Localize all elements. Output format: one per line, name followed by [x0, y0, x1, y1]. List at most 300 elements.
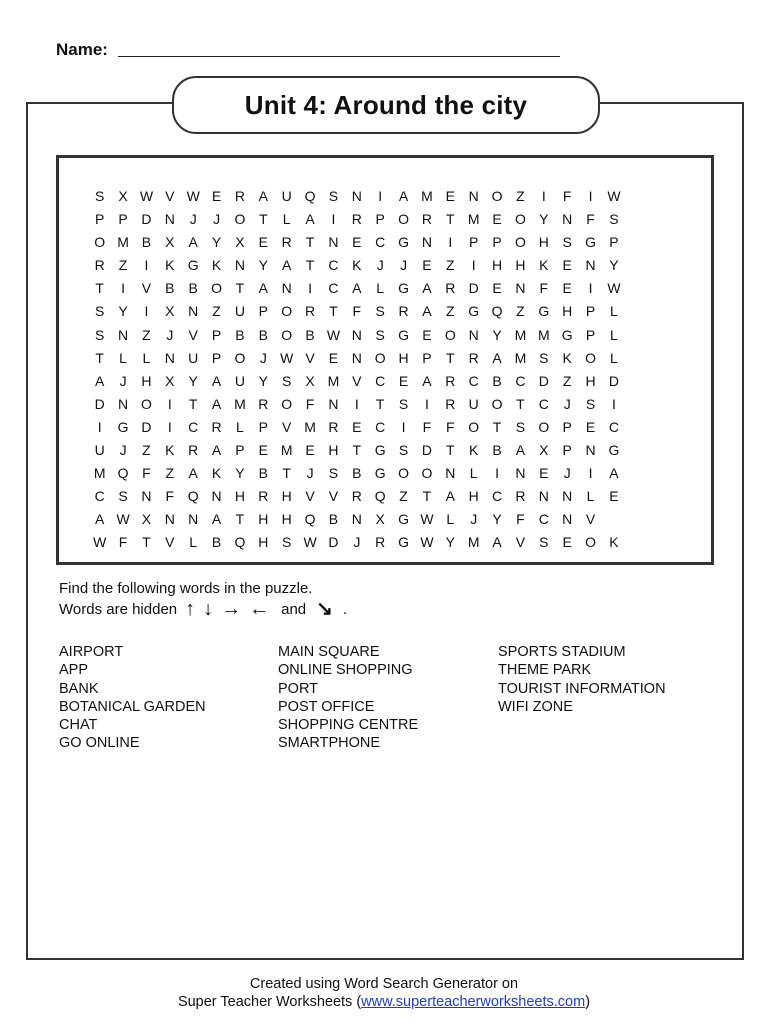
grid-cell[interactable]: T: [446, 442, 455, 459]
grid-cell[interactable]: O: [281, 395, 293, 412]
grid-cell[interactable]: I: [354, 395, 359, 412]
grid-cell[interactable]: N: [234, 257, 245, 274]
grid-cell[interactable]: O: [140, 395, 152, 412]
grid-cell[interactable]: A: [258, 188, 268, 204]
grid-cell[interactable]: T: [422, 488, 432, 505]
grid-cell[interactable]: R: [258, 488, 269, 505]
grid-cell[interactable]: A: [422, 372, 432, 389]
grid-cell[interactable]: R: [305, 303, 316, 320]
grid-cell[interactable]: A: [95, 511, 105, 528]
grid-cell[interactable]: Z: [118, 257, 128, 274]
grid-cell[interactable]: E: [211, 188, 222, 204]
grid-cell[interactable]: M: [467, 534, 480, 551]
grid-cell[interactable]: G: [561, 326, 573, 343]
grid-cell[interactable]: K: [165, 442, 175, 459]
grid-cell[interactable]: R: [445, 372, 456, 389]
grid-cell[interactable]: L: [119, 349, 127, 366]
grid-cell[interactable]: V: [328, 488, 339, 505]
grid-cell[interactable]: T: [95, 349, 104, 366]
grid-cell[interactable]: A: [422, 303, 432, 320]
grid-cell[interactable]: Z: [399, 488, 408, 505]
grid-cell[interactable]: A: [352, 280, 362, 297]
grid-cell[interactable]: J: [563, 465, 571, 482]
grid-cell[interactable]: D: [94, 395, 105, 412]
grid-cell[interactable]: O: [585, 534, 596, 551]
grid-cell[interactable]: B: [211, 534, 222, 551]
grid-cell[interactable]: C: [492, 488, 503, 505]
grid-cell[interactable]: Z: [142, 442, 151, 459]
grid-cell[interactable]: V: [282, 418, 292, 435]
grid-cell[interactable]: Q: [234, 534, 246, 551]
grid-cell[interactable]: H: [281, 511, 292, 528]
grid-cell[interactable]: N: [164, 349, 175, 366]
grid-cell[interactable]: P: [95, 211, 105, 228]
grid-cell[interactable]: R: [258, 395, 269, 412]
grid-cell[interactable]: N: [211, 488, 222, 505]
grid-cell[interactable]: I: [144, 303, 149, 320]
grid-cell[interactable]: U: [94, 442, 105, 459]
grid-cell[interactable]: C: [538, 511, 549, 528]
grid-cell[interactable]: B: [492, 442, 502, 459]
grid-cell[interactable]: V: [305, 349, 315, 366]
grid-cell[interactable]: S: [282, 372, 292, 389]
grid-cell[interactable]: J: [306, 465, 314, 482]
grid-cell[interactable]: L: [236, 418, 244, 435]
grid-cell[interactable]: E: [422, 326, 432, 343]
grid-cell[interactable]: R: [188, 442, 199, 459]
grid-cell[interactable]: S: [562, 234, 572, 251]
grid-cell[interactable]: X: [539, 442, 549, 459]
grid-cell[interactable]: Q: [304, 188, 316, 204]
grid-cell[interactable]: I: [588, 465, 593, 482]
grid-cell[interactable]: Q: [491, 303, 503, 320]
grid-cell[interactable]: M: [234, 395, 246, 412]
grid-cell[interactable]: A: [95, 372, 105, 389]
grid-cell[interactable]: T: [235, 511, 245, 528]
grid-cell[interactable]: H: [398, 349, 409, 366]
grid-cell[interactable]: W: [93, 534, 107, 551]
grid-cell[interactable]: A: [211, 511, 222, 528]
grid-cell[interactable]: V: [165, 534, 175, 551]
grid-cell[interactable]: K: [609, 534, 619, 551]
grid-cell[interactable]: J: [470, 511, 478, 528]
grid-cell[interactable]: V: [585, 511, 596, 528]
grid-cell[interactable]: Y: [539, 211, 549, 228]
grid-cell[interactable]: E: [585, 418, 596, 435]
grid-cell[interactable]: W: [139, 188, 154, 204]
grid-cell[interactable]: P: [258, 303, 268, 320]
grid-cell[interactable]: N: [188, 511, 199, 528]
grid-cell[interactable]: B: [352, 465, 362, 482]
grid-cell[interactable]: O: [444, 326, 456, 343]
grid-cell[interactable]: L: [282, 211, 291, 228]
grid-cell[interactable]: X: [235, 234, 245, 251]
grid-cell[interactable]: I: [167, 418, 172, 435]
grid-cell[interactable]: H: [492, 257, 503, 274]
grid-cell[interactable]: P: [211, 349, 222, 366]
grid-cell[interactable]: P: [585, 326, 596, 343]
grid-cell[interactable]: N: [164, 511, 175, 528]
grid-cell[interactable]: A: [188, 465, 198, 482]
grid-cell[interactable]: L: [446, 511, 455, 528]
grid-cell[interactable]: E: [562, 534, 572, 551]
grid-cell[interactable]: R: [328, 418, 339, 435]
grid-cell[interactable]: R: [375, 534, 386, 551]
grid-cell[interactable]: K: [562, 349, 572, 366]
grid-cell[interactable]: A: [211, 395, 222, 412]
grid-cell[interactable]: G: [585, 234, 596, 251]
grid-cell[interactable]: L: [376, 280, 385, 297]
grid-cell[interactable]: I: [448, 234, 453, 251]
grid-cell[interactable]: N: [141, 488, 152, 505]
grid-cell[interactable]: M: [467, 211, 480, 228]
grid-cell[interactable]: F: [305, 395, 315, 412]
grid-cell[interactable]: L: [610, 326, 618, 343]
grid-cell[interactable]: K: [165, 257, 175, 274]
grid-cell[interactable]: N: [585, 257, 596, 274]
grid-cell[interactable]: U: [188, 349, 199, 366]
grid-cell[interactable]: J: [400, 257, 408, 274]
grid-cell[interactable]: W: [280, 349, 294, 366]
grid-cell[interactable]: R: [94, 257, 105, 274]
grid-cell[interactable]: O: [281, 303, 293, 320]
grid-cell[interactable]: J: [563, 395, 571, 412]
grid-cell[interactable]: X: [165, 372, 175, 389]
grid-cell[interactable]: K: [352, 257, 362, 274]
grid-cell[interactable]: K: [539, 257, 549, 274]
grid-cell[interactable]: P: [609, 234, 619, 251]
grid-cell[interactable]: L: [189, 534, 198, 551]
grid-cell[interactable]: A: [305, 211, 315, 228]
grid-cell[interactable]: N: [515, 465, 526, 482]
grid-cell[interactable]: S: [95, 303, 105, 320]
grid-cell[interactable]: Z: [562, 372, 572, 389]
grid-cell[interactable]: F: [562, 188, 572, 204]
grid-cell[interactable]: O: [94, 234, 106, 251]
grid-cell[interactable]: N: [118, 395, 129, 412]
grid-cell[interactable]: D: [538, 372, 549, 389]
grid-cell[interactable]: C: [468, 372, 479, 389]
grid-cell[interactable]: K: [469, 442, 479, 459]
grid-cell[interactable]: W: [420, 534, 434, 551]
grid-cell[interactable]: Y: [492, 326, 502, 343]
grid-cell[interactable]: O: [514, 211, 526, 228]
grid-cell[interactable]: N: [585, 442, 596, 459]
grid-cell[interactable]: E: [352, 234, 362, 251]
grid-cell[interactable]: F: [586, 211, 595, 228]
grid-cell[interactable]: N: [538, 488, 549, 505]
grid-cell[interactable]: F: [165, 488, 175, 505]
grid-cell[interactable]: N: [281, 280, 292, 297]
grid-cell[interactable]: B: [258, 465, 268, 482]
grid-cell[interactable]: N: [468, 188, 479, 204]
grid-cell[interactable]: M: [280, 442, 293, 459]
grid-cell[interactable]: Y: [258, 372, 268, 389]
grid-cell[interactable]: N: [562, 211, 573, 228]
grid-cell[interactable]: X: [165, 234, 175, 251]
grid-cell[interactable]: Z: [446, 257, 455, 274]
grid-cell[interactable]: U: [281, 188, 292, 204]
grid-cell[interactable]: I: [588, 188, 593, 204]
grid-cell[interactable]: M: [327, 372, 340, 389]
grid-cell[interactable]: X: [305, 372, 315, 389]
grid-cell[interactable]: A: [398, 188, 409, 204]
grid-cell[interactable]: E: [562, 257, 572, 274]
grid-cell[interactable]: F: [352, 303, 362, 320]
grid-cell[interactable]: N: [562, 488, 573, 505]
grid-cell[interactable]: R: [351, 488, 362, 505]
grid-cell[interactable]: G: [374, 465, 386, 482]
grid-cell[interactable]: O: [421, 465, 433, 482]
grid-cell[interactable]: E: [352, 418, 362, 435]
grid-cell[interactable]: O: [211, 280, 222, 297]
grid-cell[interactable]: S: [585, 395, 596, 412]
grid-cell[interactable]: E: [562, 280, 572, 297]
grid-cell[interactable]: V: [515, 534, 526, 551]
grid-cell[interactable]: B: [165, 280, 175, 297]
grid-cell[interactable]: M: [514, 326, 527, 343]
grid-cell[interactable]: G: [117, 418, 129, 435]
grid-cell[interactable]: L: [469, 465, 478, 482]
grid-cell[interactable]: R: [234, 188, 245, 204]
grid-cell[interactable]: M: [537, 326, 550, 343]
grid-cell[interactable]: I: [611, 395, 616, 412]
grid-cell[interactable]: W: [607, 280, 621, 297]
grid-cell[interactable]: H: [258, 511, 269, 528]
grid-cell[interactable]: H: [562, 303, 573, 320]
grid-cell[interactable]: N: [421, 234, 432, 251]
grid-cell[interactable]: T: [446, 349, 455, 366]
grid-cell[interactable]: L: [586, 488, 595, 505]
grid-cell[interactable]: M: [304, 418, 316, 435]
grid-cell[interactable]: W: [303, 534, 317, 551]
grid-cell[interactable]: O: [398, 211, 409, 228]
grid-cell[interactable]: T: [142, 534, 151, 551]
grid-cell[interactable]: K: [211, 465, 222, 482]
grid-cell[interactable]: G: [538, 303, 550, 320]
grid-cell[interactable]: G: [398, 326, 409, 343]
grid-cell[interactable]: F: [446, 418, 455, 435]
grid-cell[interactable]: M: [421, 188, 433, 204]
grid-cell[interactable]: P: [585, 303, 596, 320]
grid-cell[interactable]: X: [118, 188, 128, 204]
grid-cell[interactable]: Y: [235, 465, 245, 482]
grid-cell[interactable]: A: [492, 349, 502, 366]
grid-cell[interactable]: U: [468, 395, 479, 412]
grid-cell[interactable]: X: [375, 511, 385, 528]
grid-cell[interactable]: Q: [374, 488, 386, 505]
grid-cell[interactable]: H: [328, 442, 339, 459]
grid-cell[interactable]: R: [445, 280, 456, 297]
grid-cell[interactable]: C: [515, 372, 526, 389]
grid-cell[interactable]: B: [492, 372, 502, 389]
grid-cell[interactable]: E: [492, 280, 502, 297]
grid-cell[interactable]: V: [141, 280, 152, 297]
grid-cell[interactable]: C: [375, 418, 386, 435]
grid-cell[interactable]: I: [495, 465, 499, 482]
grid-cell[interactable]: E: [398, 372, 409, 389]
grid-cell[interactable]: V: [305, 488, 315, 505]
grid-cell[interactable]: P: [562, 418, 572, 435]
grid-cell[interactable]: S: [539, 534, 549, 551]
grid-cell[interactable]: O: [234, 349, 246, 366]
grid-cell[interactable]: O: [281, 326, 293, 343]
grid-cell[interactable]: T: [352, 442, 362, 459]
grid-cell[interactable]: K: [211, 257, 222, 274]
grid-cell[interactable]: H: [515, 257, 526, 274]
grid-cell[interactable]: M: [117, 234, 129, 251]
grid-cell[interactable]: A: [492, 534, 502, 551]
grid-cell[interactable]: U: [234, 303, 245, 320]
grid-cell[interactable]: J: [189, 211, 197, 228]
grid-cell[interactable]: E: [492, 211, 502, 228]
grid-cell[interactable]: Y: [492, 511, 502, 528]
grid-cell[interactable]: S: [398, 395, 409, 412]
grid-cell[interactable]: O: [234, 211, 246, 228]
grid-cell[interactable]: J: [213, 211, 221, 228]
grid-cell[interactable]: G: [187, 257, 199, 274]
grid-cell[interactable]: S: [95, 326, 105, 343]
grid-cell[interactable]: A: [188, 234, 198, 251]
grid-cell[interactable]: Z: [516, 303, 525, 320]
grid-cell[interactable]: Y: [258, 257, 268, 274]
grid-cell[interactable]: C: [188, 418, 199, 435]
grid-cell[interactable]: E: [422, 257, 432, 274]
grid-cell[interactable]: I: [167, 395, 172, 412]
grid-cell[interactable]: O: [585, 349, 596, 366]
grid-cell[interactable]: F: [539, 280, 549, 297]
grid-cell[interactable]: I: [378, 188, 383, 204]
grid-cell[interactable]: O: [514, 234, 526, 251]
grid-cell[interactable]: Q: [187, 488, 199, 505]
grid-cell[interactable]: J: [166, 326, 174, 343]
grid-cell[interactable]: W: [116, 511, 130, 528]
grid-cell[interactable]: O: [468, 418, 480, 435]
grid-cell[interactable]: T: [375, 395, 385, 412]
grid-cell[interactable]: T: [235, 280, 245, 297]
grid-cell[interactable]: I: [541, 188, 546, 204]
grid-cell[interactable]: H: [258, 534, 269, 551]
grid-cell[interactable]: L: [610, 303, 618, 320]
grid-cell[interactable]: I: [331, 211, 336, 228]
grid-cell[interactable]: X: [141, 511, 152, 528]
grid-cell[interactable]: Y: [118, 303, 128, 320]
grid-cell[interactable]: A: [211, 372, 222, 389]
grid-cell[interactable]: S: [328, 188, 339, 204]
grid-cell[interactable]: P: [118, 211, 128, 228]
grid-cell[interactable]: S: [539, 349, 549, 366]
grid-cell[interactable]: C: [375, 372, 386, 389]
grid-cell[interactable]: S: [95, 188, 105, 204]
grid-cell[interactable]: D: [468, 280, 479, 297]
grid-cell[interactable]: G: [608, 442, 620, 459]
grid-cell[interactable]: S: [375, 326, 385, 343]
grid-cell[interactable]: T: [446, 211, 455, 228]
grid-cell[interactable]: B: [328, 511, 339, 528]
grid-cell[interactable]: R: [398, 303, 409, 320]
grid-cell[interactable]: Z: [142, 326, 151, 343]
grid-cell[interactable]: F: [422, 418, 432, 435]
grid-cell[interactable]: W: [186, 188, 200, 204]
grid-cell[interactable]: T: [516, 395, 525, 412]
grid-cell[interactable]: A: [445, 488, 455, 505]
grid-cell[interactable]: A: [282, 257, 292, 274]
grid-cell[interactable]: S: [328, 465, 339, 482]
grid-cell[interactable]: A: [609, 465, 619, 482]
grid-cell[interactable]: W: [607, 188, 621, 204]
grid-cell[interactable]: L: [142, 349, 151, 366]
grid-cell[interactable]: E: [328, 349, 339, 366]
grid-cell[interactable]: I: [401, 418, 406, 435]
grid-cell[interactable]: S: [398, 442, 409, 459]
grid-cell[interactable]: B: [235, 326, 245, 343]
grid-cell[interactable]: S: [609, 211, 619, 228]
grid-cell[interactable]: J: [376, 257, 384, 274]
grid-cell[interactable]: B: [305, 326, 315, 343]
grid-cell[interactable]: P: [258, 418, 268, 435]
grid-cell[interactable]: N: [351, 349, 362, 366]
grid-cell[interactable]: R: [421, 211, 432, 228]
grid-cell[interactable]: E: [539, 465, 549, 482]
grid-cell[interactable]: J: [119, 442, 127, 459]
grid-cell[interactable]: B: [188, 280, 198, 297]
grid-cell[interactable]: Y: [211, 234, 222, 251]
grid-cell[interactable]: O: [491, 188, 503, 204]
grid-cell[interactable]: D: [328, 534, 339, 551]
grid-cell[interactable]: D: [141, 418, 152, 435]
grid-cell[interactable]: Y: [609, 257, 619, 274]
grid-cell[interactable]: A: [258, 280, 268, 297]
grid-cell[interactable]: N: [328, 395, 339, 412]
grid-cell[interactable]: C: [328, 257, 339, 274]
grid-cell[interactable]: N: [351, 326, 362, 343]
grid-cell[interactable]: R: [211, 418, 222, 435]
grid-cell[interactable]: N: [328, 234, 339, 251]
grid-cell[interactable]: C: [94, 488, 105, 505]
grid-cell[interactable]: J: [259, 349, 267, 366]
grid-cell[interactable]: P: [422, 349, 432, 366]
grid-cell[interactable]: Q: [304, 511, 316, 528]
grid-cell[interactable]: D: [141, 211, 152, 228]
grid-cell[interactable]: S: [375, 303, 385, 320]
grid-cell[interactable]: C: [328, 280, 339, 297]
grid-cell[interactable]: S: [515, 418, 526, 435]
grid-cell[interactable]: R: [445, 395, 456, 412]
grid-cell[interactable]: I: [97, 418, 102, 435]
footer-link[interactable]: www.superteacherworksheets.com: [361, 994, 586, 1010]
grid-cell[interactable]: H: [538, 234, 549, 251]
grid-cell[interactable]: F: [142, 465, 151, 482]
grid-cell[interactable]: O: [374, 349, 386, 366]
grid-cell[interactable]: G: [398, 534, 409, 551]
grid-cell[interactable]: T: [259, 211, 268, 228]
grid-cell[interactable]: N: [515, 280, 526, 297]
grid-cell[interactable]: P: [375, 211, 385, 228]
grid-cell[interactable]: Q: [117, 465, 129, 482]
grid-cell[interactable]: C: [375, 234, 386, 251]
grid-cell[interactable]: A: [422, 280, 432, 297]
grid-cell[interactable]: O: [538, 418, 550, 435]
grid-cell[interactable]: H: [234, 488, 245, 505]
grid-cell[interactable]: W: [326, 326, 341, 343]
grid-cell[interactable]: I: [471, 257, 476, 274]
grid-cell[interactable]: I: [308, 280, 312, 297]
grid-cell[interactable]: I: [144, 257, 149, 274]
grid-cell[interactable]: P: [562, 442, 572, 459]
grid-cell[interactable]: H: [468, 488, 479, 505]
grid-cell[interactable]: N: [118, 326, 129, 343]
grid-cell[interactable]: D: [421, 442, 432, 459]
